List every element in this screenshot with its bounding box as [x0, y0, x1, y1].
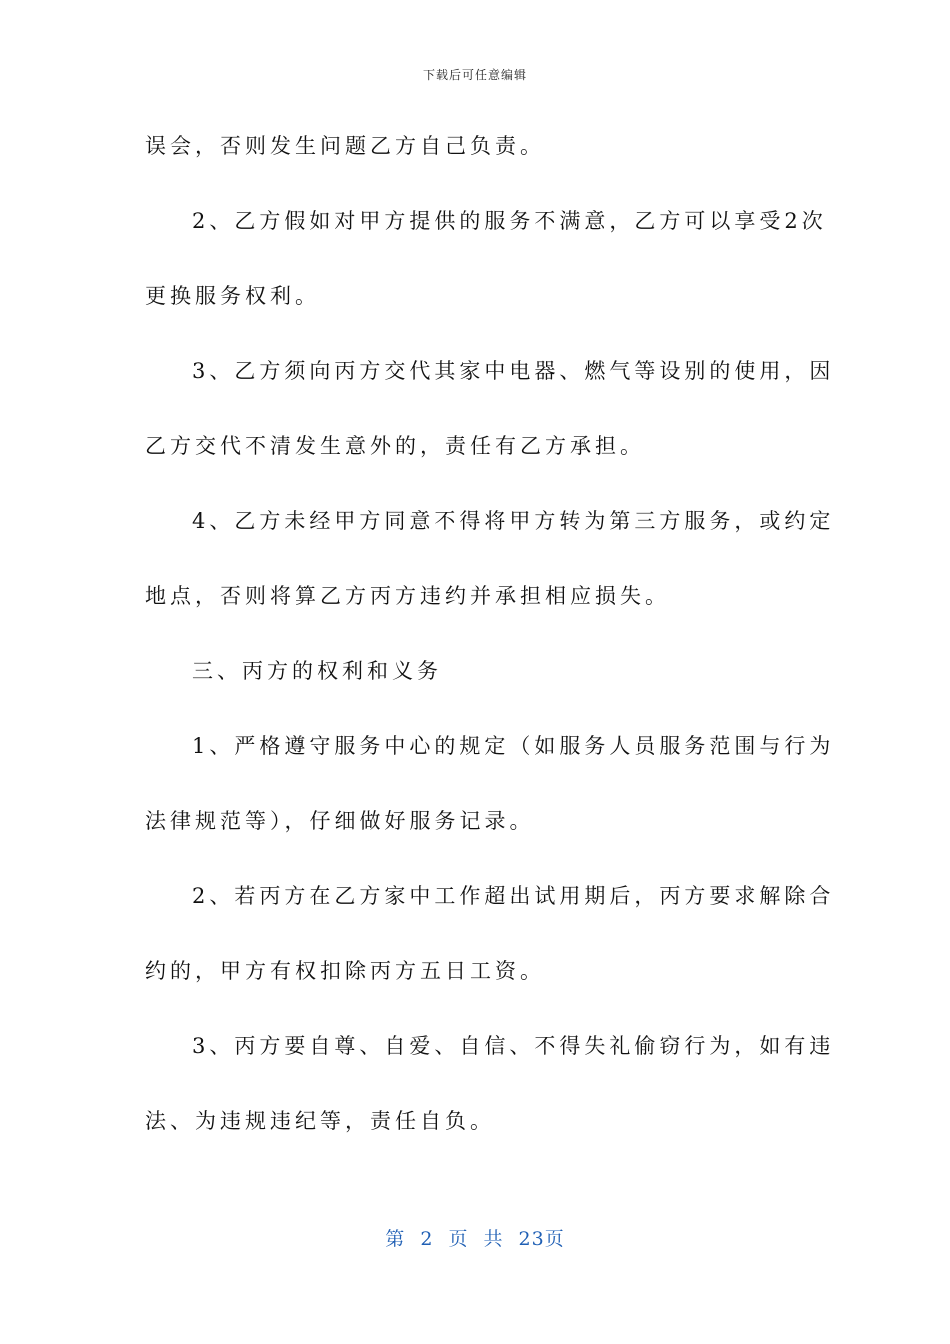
- text-line: 法、为违规违纪等，责任自负。: [145, 1109, 495, 1133]
- page-footer: 第 2 页 共 23页: [385, 1228, 565, 1250]
- text-line: 3、丙方要自尊、自爱、自信、不得失礼偷窃行为，如有违: [192, 1034, 835, 1058]
- text-line: 3、乙方须向丙方交代其家中电器、燃气等设别的使用，因: [192, 359, 835, 383]
- section-heading: 三、丙方的权利和义务: [192, 659, 442, 683]
- text-line: 2、乙方假如对甲方提供的服务不满意，乙方可以享受2次: [192, 209, 827, 233]
- text-line: 法律规范等），仔细做好服务记录。: [145, 809, 535, 833]
- text-line: 更换服务权利。: [145, 284, 320, 308]
- text-line: 2、若丙方在乙方家中工作超出试用期后，丙方要求解除合: [192, 884, 835, 908]
- text-line: 误会，否则发生问题乙方自己负责。: [145, 134, 545, 158]
- page-header: 下载后可任意编辑: [422, 68, 527, 82]
- text-line: 约的，甲方有权扣除丙方五日工资。: [145, 959, 545, 983]
- document-body: [145, 124, 835, 1174]
- text-line: 地点，否则将算乙方丙方违约并承担相应损失。: [145, 584, 670, 608]
- text-line: 4、乙方未经甲方同意不得将甲方转为第三方服务，或约定: [192, 509, 835, 533]
- text-line: 乙方交代不清发生意外的，责任有乙方承担。: [145, 434, 645, 458]
- text-line: 1、严格遵守服务中心的规定（如服务人员服务范围与行为: [192, 734, 835, 758]
